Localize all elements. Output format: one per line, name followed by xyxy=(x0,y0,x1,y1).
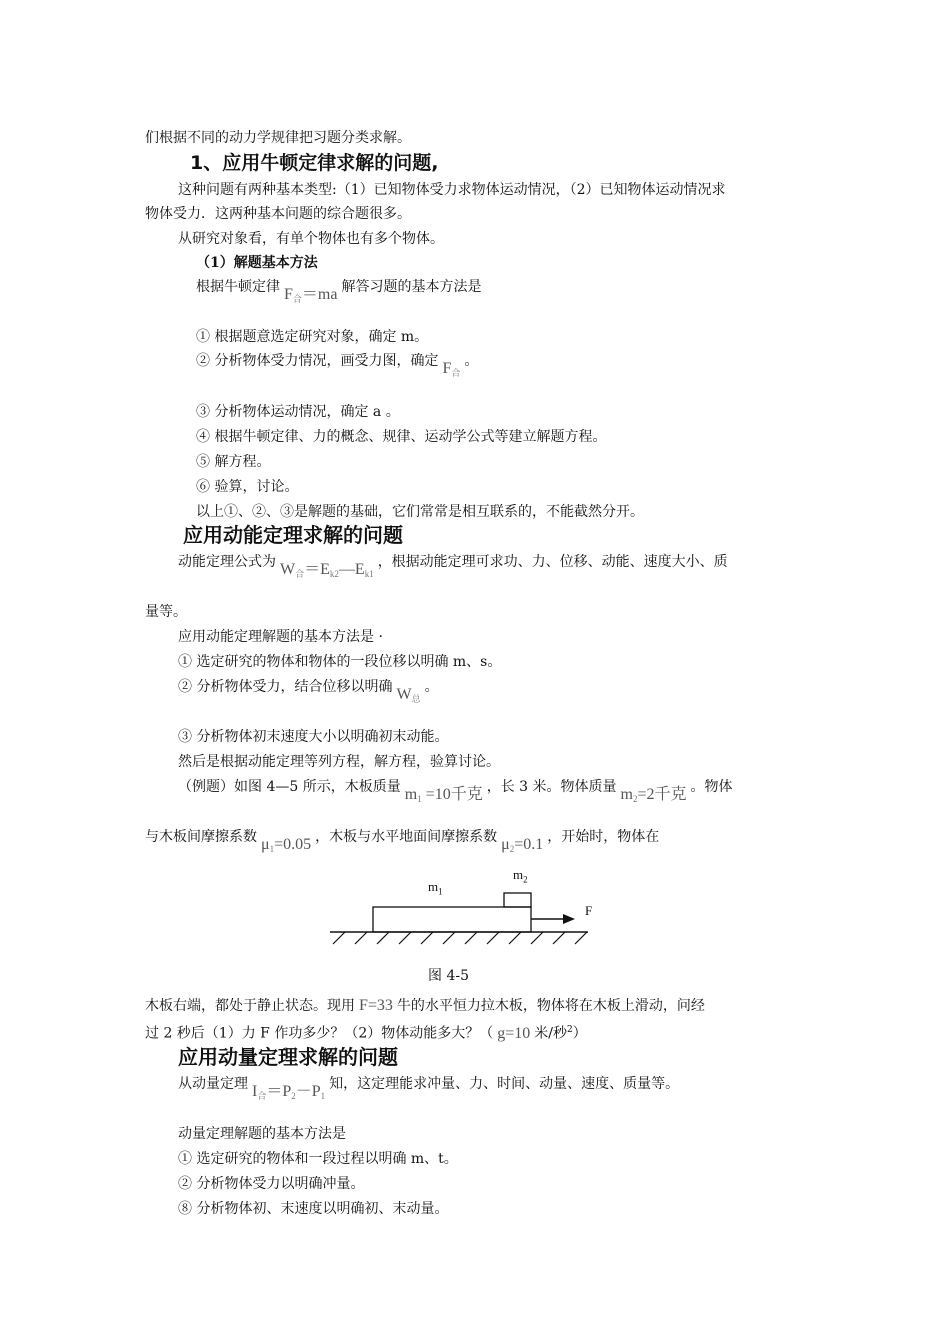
momentum-step-2: ② 分析物体受力以明确冲量。 xyxy=(178,1176,365,1192)
kinetic-method: 应用动能定理解题的基本方法是 · xyxy=(178,629,383,645)
formula-newton: $F_合=ma$ xyxy=(284,286,338,304)
heading-momentum: 应用动量定理求解的问题 xyxy=(178,1045,398,1069)
step-6: ⑥ 验算，讨论。 xyxy=(196,479,299,495)
force-arrow-head xyxy=(563,914,575,924)
subheading-method: （1）解题基本方法 xyxy=(196,255,318,271)
step-1: ① 根据题意选定研究对象，确定 m。 xyxy=(196,329,429,345)
step-note: 以上①、②、③是解题的基础，它们常常是相互联系的，不能截然分开。 xyxy=(196,504,644,520)
kinetic-line-2: 量等。 xyxy=(145,604,187,620)
kinetic-step-4: 然后是根据动能定理等列方程，解方程，验算讨论。 xyxy=(178,754,500,770)
example-line-3: 木板右端，都处于静止状态。现用 F=33 牛的水平恒力拉木板，物体将在木板上滑动，问经 xyxy=(145,997,705,1014)
figure-caption: 图 4-5 xyxy=(428,968,469,984)
momentum-formula-line: 从动量定理 $I_合=P_2-P_1$知，这定理能求冲量、力、时间、动量、速度、质量等。 xyxy=(178,1076,680,1101)
example-line-4: 过 2 秒后（1）力 F 作功多少？（2）物体动能多大？（ g=10 米/秒$^2$） xyxy=(145,1024,587,1042)
formula-mu2: $\mu_2=0.1$ xyxy=(501,836,544,854)
formula-force-33: F=33 xyxy=(359,997,393,1014)
label-force: F xyxy=(585,903,593,918)
momentum-step-3: ⑧ 分析物体初、末速度以明确初、末动量。 xyxy=(178,1201,449,1217)
formula-total-work: $W_总$ xyxy=(396,686,421,704)
momentum-step-1: ① 选定研究的物体和一段过程以明确 m、t。 xyxy=(178,1151,458,1167)
kinetic-step-2: ② 分析物体受力，结合位移以明确 $W_总$。 xyxy=(178,679,439,704)
formula-m1: $m_1 =10$千克 xyxy=(404,786,483,804)
formula-mu1: $\mu_1=0.05$ xyxy=(261,836,312,854)
paragraph-types-2: 物体受力．这两种基本问题的综合题很多。 xyxy=(145,206,411,222)
intro-line: 们根据不同的动力学规律把习题分类求解。 xyxy=(145,130,411,146)
kinetic-formula-line: 动能定理公式为 $W_合=E_{k2}—E_{k1}$，根据动能定理可求功、力、位移、动能、速度大小、质 xyxy=(178,554,728,579)
step-5: ⑤ 解方程。 xyxy=(196,454,271,470)
formula-gravity: g=10 xyxy=(497,1024,531,1042)
kinetic-step-1: ① 选定研究的物体和物体的一段位移以明确 m、s。 xyxy=(178,654,502,670)
heading-newton: 1、应用牛顿定律求解的问题, xyxy=(190,152,439,174)
paragraph-objects: 从研究对象看，有单个物体也有多个物体。 xyxy=(178,231,444,247)
example-line-1: （例题）如图 4—5 所示，木板质量 $m_1 =10$千克 ，长 3 米。物体质量 $m_2=2$千克 。物体 xyxy=(178,779,733,804)
example-line-2: 与木板间摩擦系数 $\mu_1=0.05$ ，木板与水平地面间摩擦系数 $\mu_2=0.1$ ，开始时，物体在 xyxy=(145,829,660,854)
momentum-method: 动量定理解题的基本方法是 xyxy=(178,1126,346,1142)
heading-kinetic-energy: 应用动能定理求解的问题 xyxy=(183,523,403,547)
formula-fnet: $F_合$ xyxy=(442,360,461,378)
block-m2 xyxy=(504,893,531,907)
label-m2: $m_2$ xyxy=(513,867,528,885)
step-4: ④ 根据牛顿定律、力的概念、规律、运动学公式等建立解题方程。 xyxy=(196,429,607,445)
step-2: ② 分析物体受力情况，画受力图，确定 $F_合$。 xyxy=(196,353,479,378)
board-m1 xyxy=(373,907,531,932)
label-m1: $m_1$ xyxy=(428,879,443,897)
formula-m2: $m_2=2$千克 xyxy=(620,786,687,804)
formula-kinetic-energy: $W_合=E_{k2}—E_{k1}$ xyxy=(280,561,374,579)
newton-law-line: 根据牛顿定律 $F_合=ma$ 解答习题的基本方法是 xyxy=(196,279,482,304)
step-3: ③ 分析物体运动情况，确定 a 。 xyxy=(196,404,400,420)
ground-hatching xyxy=(333,932,587,944)
paragraph-types-1: 这种问题有两种基本类型:（1）已知物体受力求物体运动情况，（2）已知物体运动情况求 xyxy=(178,182,726,198)
formula-momentum: $I_合=P_2-P_1$ xyxy=(252,1083,326,1101)
kinetic-step-3: ③ 分析物体初末速度大小以明确初末动能。 xyxy=(178,729,449,745)
